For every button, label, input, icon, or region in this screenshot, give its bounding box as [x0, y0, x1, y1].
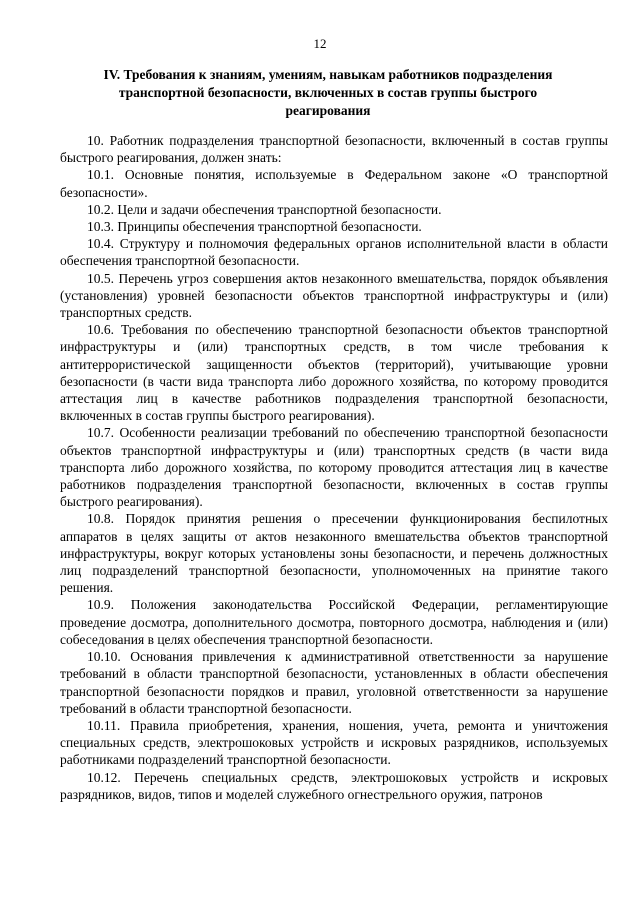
paragraph-10-6: 10.6. Требования по обеспечению транспортной безопасности объектов транспортной инфраструктуры и (или) транспортных средств, в том числе требования к антитеррористической защищенности объектов (территорий), учитывающие уровни безопасности (в части вида транспорта либо дорожного хозяйства, по которому проводится аттестация лиц в качестве работников подразделения транспортной безопасности, включенных в состав группы быстрого реагирования). — [60, 322, 608, 424]
paragraph-10: 10. Работник подразделения транспортной безопасности, включенный в состав группы быстрого реагирования, должен знать: — [60, 133, 608, 166]
paragraph-10-12: 10.12. Перечень специальных средств, электрошоковых устройств и искровых разрядников, видов, типов и моделей служебного огнестрельного оружия, патронов — [60, 769, 608, 802]
paragraph-10-4: 10.4. Структуру и полномочия федеральных органов исполнительной власти в области обеспечения транспортной безопасности. — [60, 236, 608, 269]
paragraph-10-11: 10.11. Правила приобретения, хранения, ношения, учета, ремонта и уничтожения специальных средств, электрошоковых устройств и искровых разрядников, используемых работниками подразделений транспортной безопасности. — [60, 717, 608, 768]
document-body — [60, 132, 608, 803]
paragraph-10-9: 10.9. Положения законодательства Российской Федерации, регламентирующие проведение досмотра, дополнительного досмотра, повторного досмотра, наблюдения и (или) собеседования в целях обеспечения транспортной безопасности. — [60, 597, 608, 647]
paragraph-10-10: 10.10. Основания привлечения к административной ответственности за нарушение требований в области транспортной безопасности, установленных в области обеспечения транспортной безопасности порядков и правил, уголовной ответственности за нарушение требований в области транспортной безопасности. — [60, 649, 608, 716]
page-number: 12 — [313, 36, 327, 51]
paragraph-10-1: 10.1. Основные понятия, используемые в Федеральном законе «О транспортной безопасности». — [60, 167, 608, 200]
paragraph-10-8: 10.8. Порядок принятия решения о пресечении функционирования беспилотных аппаратов в целях защиты от актов незаконного вмешательства объектов транспортной инфраструктуры, вокруг которых установлены зоны безопасности, и перечень должностных лиц подразделений транспортной безопасности, уполномоченных на принятие такого решения. — [60, 511, 608, 596]
section-heading: IV. Требования к знаниям, умениям, навыкам работников подразделения транспортной безопасности, включенных в состав группы быстрого реагирования — [103, 67, 553, 118]
paragraph-10-2: 10.2. Цели и задачи обеспечения транспортной безопасности. — [87, 201, 442, 217]
paragraph-10-3: 10.3. Принципы обеспечения транспортной безопасности. — [87, 219, 422, 235]
paragraph-10-7: 10.7. Особенности реализации требований по обеспечению транспортной безопасности объектов транспортной инфраструктуры и (или) транспортных средств (в части вида транспорта либо дорожного хозяйства, по которому проводится аттестация лиц в качестве работников подразделения транспортной безопасности, включенных в состав группы быстрого реагирования). — [60, 425, 608, 510]
paragraph-10-5: 10.5. Перечень угроз совершения актов незаконного вмешательства, порядок объявления (установления) уровней безопасности объектов транспортной инфраструктуры и (или) транспортных средств. — [60, 270, 608, 321]
